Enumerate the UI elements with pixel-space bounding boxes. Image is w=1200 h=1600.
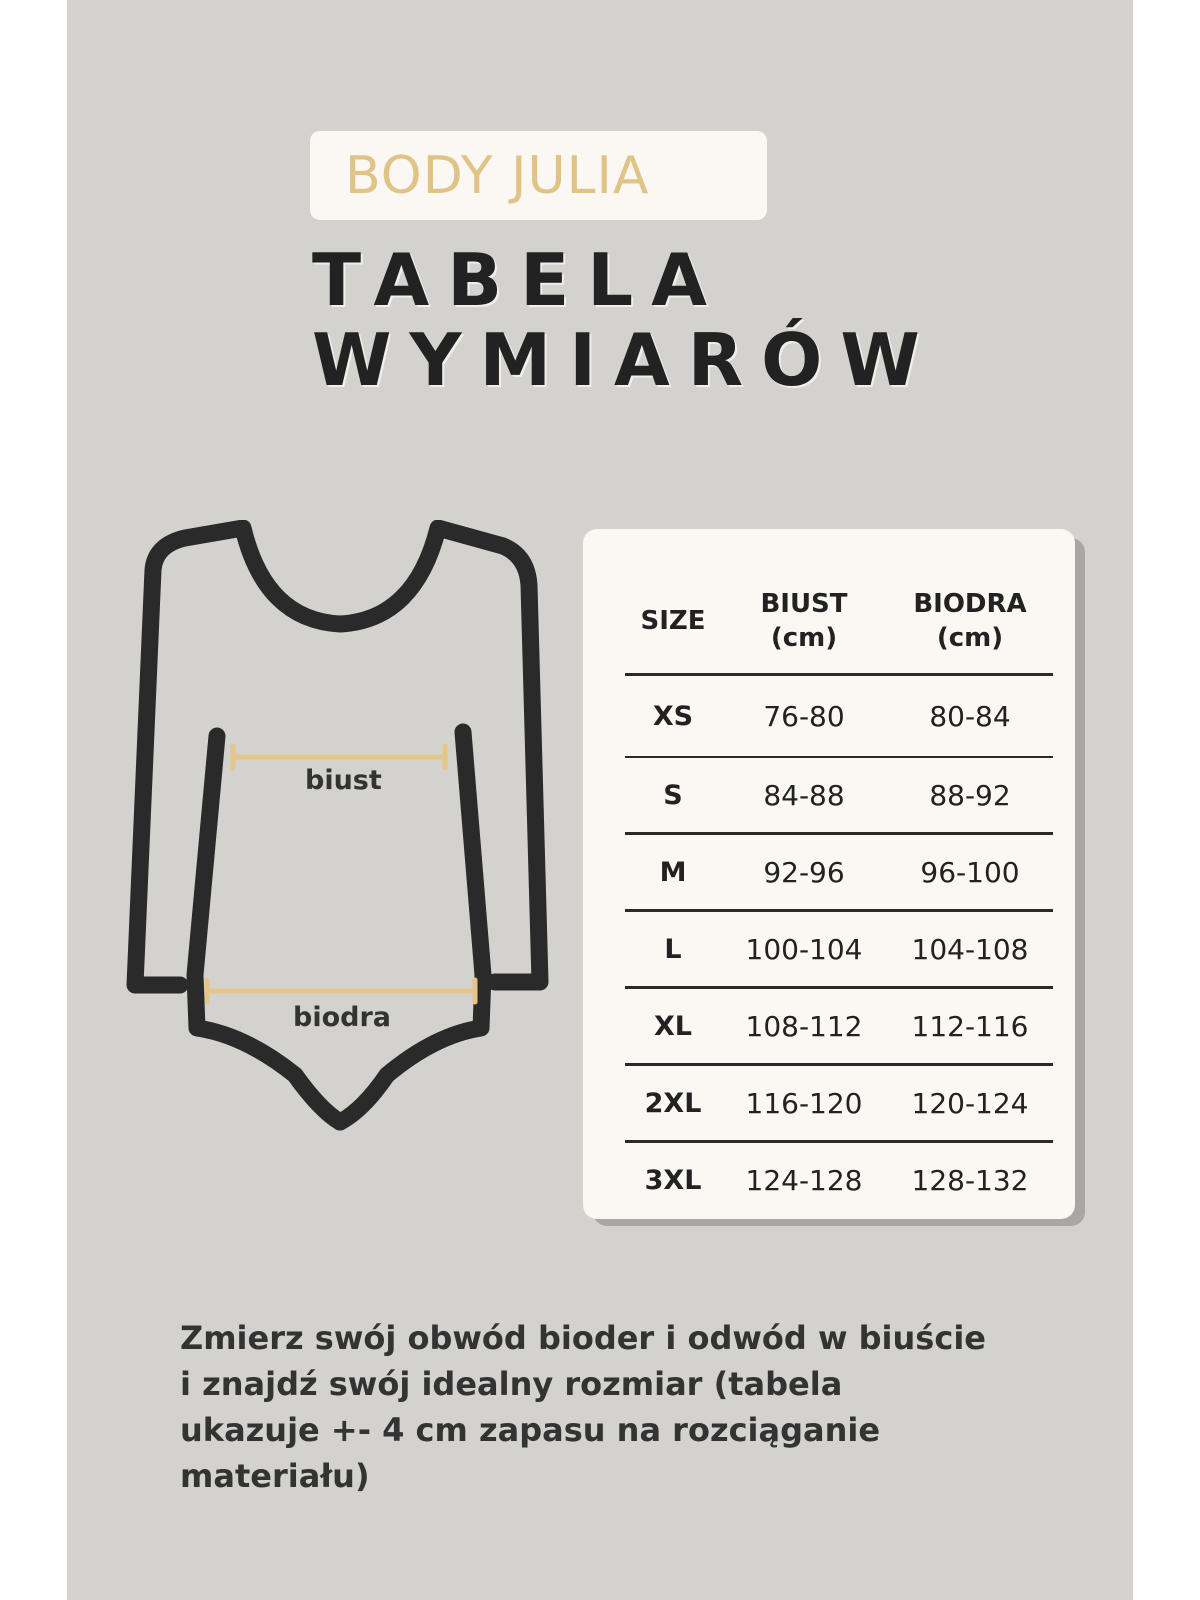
cell-size: XS	[625, 675, 721, 758]
cell-hips: 80-84	[887, 675, 1053, 758]
cell-hips: 120-124	[887, 1065, 1053, 1142]
cell-size: XL	[625, 988, 721, 1065]
cell-size: 2XL	[625, 1065, 721, 1142]
table-row	[625, 834, 1053, 911]
cell-hips: 96-100	[887, 834, 1053, 911]
header-bust: BIUST (cm)	[721, 569, 887, 675]
cell-hips: 128-132	[911, 1163, 1029, 1197]
bust-label: biust	[305, 765, 382, 796]
cell-bust: 76-80	[721, 675, 887, 758]
bodysuit-diagram	[125, 520, 565, 1140]
cell-hips: 104-108	[887, 911, 1053, 988]
table-row	[625, 1065, 1053, 1142]
size-table-header-row	[625, 569, 1053, 675]
note-line-1: Zmierz swój obwód bioder i odwód w biuście	[180, 1319, 986, 1357]
cell-hips: 112-116	[887, 988, 1053, 1065]
header-hips: BIODRA (cm)	[887, 569, 1053, 675]
page-title-line-2: WYMIARÓW	[312, 318, 938, 402]
cell-bust: 100-104	[721, 911, 887, 988]
cell-size: M	[625, 834, 721, 911]
table-row	[625, 911, 1053, 988]
cell-size: 3XL	[644, 1164, 702, 1196]
table-row	[625, 1142, 1053, 1218]
cell-size: L	[625, 911, 721, 988]
cell-bust: 108-112	[721, 988, 887, 1065]
cell-bust: 116-120	[721, 1065, 887, 1142]
table-row	[625, 757, 1053, 834]
cell-size: S	[625, 757, 721, 834]
note-line-4: materiału)	[180, 1457, 370, 1495]
measurement-note	[180, 1315, 1040, 1499]
note-line-2: i znajdź swój idealny rozmiar (tabela	[180, 1365, 843, 1403]
size-table	[625, 569, 1053, 1217]
cell-bust: 124-128	[745, 1163, 863, 1197]
hips-label: biodra	[293, 1002, 391, 1033]
bodysuit-outline-icon	[125, 520, 565, 1140]
table-row	[625, 988, 1053, 1065]
page-title-line-1: TABELA	[312, 238, 725, 322]
note-line-3: ukazuje +- 4 cm zapasu na rozciąganie	[180, 1411, 881, 1449]
cell-hips: 88-92	[887, 757, 1053, 834]
product-name: BODY JULIA	[345, 146, 650, 206]
cell-bust: 92-96	[721, 834, 887, 911]
table-row	[625, 675, 1053, 758]
cell-bust: 84-88	[721, 757, 887, 834]
header-size: SIZE	[625, 569, 721, 675]
size-table-card	[583, 529, 1075, 1219]
